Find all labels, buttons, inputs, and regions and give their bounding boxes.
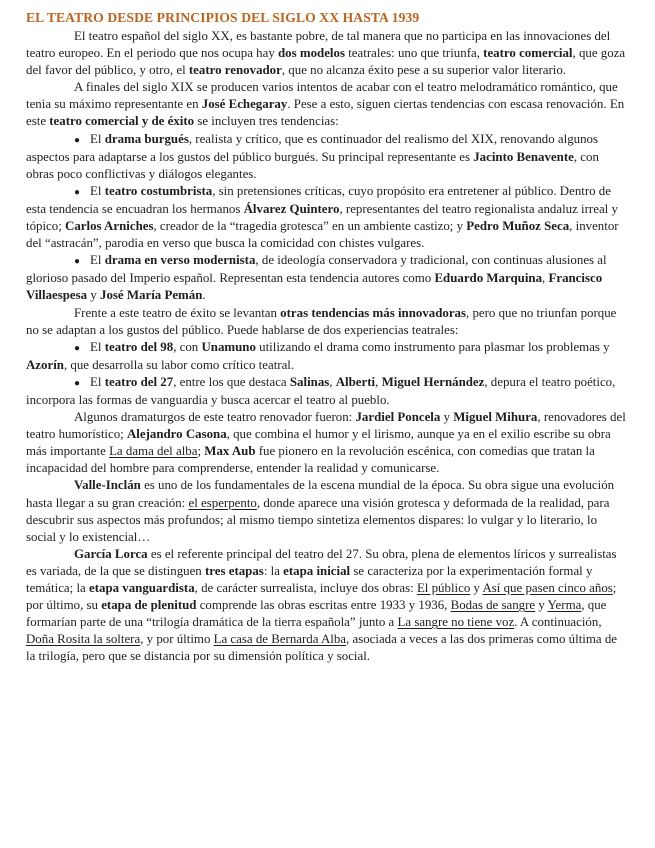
text-run: Algunos dramaturgos de este teatro renovador fueron: [74, 410, 356, 425]
bullet-paragraph [26, 252, 629, 304]
paragraph [26, 546, 629, 666]
bold-term: García Lorca [74, 546, 148, 561]
text-run: , con [173, 339, 202, 354]
text-run: y [535, 598, 548, 613]
text-run: , [542, 271, 549, 286]
text-run: , depura el teatro poético, incorpora las formas de vanguardia y busca acercar el teatro al pueblo. [26, 374, 616, 407]
text-run: y [470, 581, 483, 595]
text-run: El [90, 131, 105, 146]
bold-term: Miguel Hernández [381, 374, 485, 389]
bold-term: teatro renovador [188, 63, 282, 78]
paragraph [26, 305, 629, 339]
bold-term: Max Aub [204, 444, 256, 459]
text-run: , que formarían parte de una “trilogía dramática de la tierra española” junto a [26, 598, 607, 630]
paragraph [26, 28, 629, 79]
text-run: ; [197, 444, 205, 459]
bold-term: etapa vanguardista [89, 581, 195, 595]
document-title: EL TEATRO DESDE PRINCIPIOS DEL SIGLO XX HASTA 1939 [26, 10, 420, 25]
text-run: El [90, 339, 105, 354]
text-run: , asociada a veces a las dos primeras como última de la trilogía, pero que se distancia por su dimensión política y social. [26, 632, 617, 664]
text-run: , que combina el humor y el lirismo, aunque ya en el exilio escribe su obra más importante [26, 427, 611, 459]
bold-term: Pedro Muñoz Seca [466, 219, 570, 234]
bold-term: teatro costumbrista [104, 183, 213, 198]
text-run: utilizando el drama como instrumento para plasmar los problemas y [255, 339, 610, 354]
bold-term: Jardiel Poncela [355, 410, 441, 425]
bullet-icon: ● [74, 256, 81, 268]
work-title: El público [416, 581, 471, 595]
bullet-paragraph [26, 339, 629, 374]
text-run: , [375, 374, 382, 389]
work-title: Así que pasen cinco años [482, 581, 613, 595]
bold-term: teatro del 98 [104, 339, 174, 354]
bold-term: teatro comercial [483, 46, 573, 61]
text-run: , de carácter surrealista, incluye dos obras: [194, 581, 417, 595]
work-title: Doña Rosita la soltera [26, 632, 141, 647]
bold-term: etapa de plenitud [101, 598, 197, 613]
bullet-icon: ● [74, 186, 81, 198]
bold-term: teatro del 27 [104, 374, 174, 389]
bold-term: Francisco Villaespesa [26, 271, 603, 303]
bold-term: Valle-Inclán [74, 478, 141, 493]
work-title: La casa de Bernarda Alba [213, 632, 347, 647]
bullet-paragraph [26, 374, 629, 409]
text-run: ; por último, su [26, 581, 617, 613]
text-run: El [90, 253, 105, 268]
text-run: , realista y crítico, que es continuador del realismo del XIX, renovando algunos aspectos para adaptarse a los gustos del público burgués. Su principal representante es [26, 131, 598, 164]
text-run: , renovadores del teatro humorístico; [26, 410, 626, 442]
paragraph [26, 79, 629, 130]
bold-term: Eduardo Marquina [434, 271, 543, 286]
text-run: El [90, 374, 105, 389]
bold-term: Alejandro Casona [126, 427, 227, 442]
text-run: es uno de los fundamentales de la escena mundial de la época. Su obra sigue una evolución hasta llegar a su gran creación: [26, 478, 615, 510]
text-run: , donde aparece una visión grotesca y deformada de la realidad, para descubrir sus aspectos más profundos; al mismo tiempo sintetiza elementos dispares: lo vulgar y lo literario, lo social y lo existencial… [26, 495, 610, 544]
text-run: . [202, 288, 206, 303]
bold-term: etapa inicial [283, 563, 351, 578]
bold-term: Alberti [335, 374, 376, 389]
text-run: , [329, 374, 336, 389]
text-run: , inventor del “astracán”, parodia en verso que busca la comicidad con chistes vulgares. [26, 219, 619, 251]
text-run: teatrales: uno que triunfa, [344, 46, 484, 61]
text-run: . Pese a esto, siguen ciertas tendencias con escasa renovación. En este [26, 97, 625, 129]
text-run: . A continuación, [514, 615, 602, 630]
bold-term: tres etapas [204, 563, 264, 578]
work-title: La dama del alba [109, 444, 198, 459]
bullet-paragraph [26, 183, 629, 252]
text-run: , que desarrolla su labor como crítico teatral. [63, 357, 295, 372]
text-run: se incluyen tres tendencias: [194, 114, 339, 129]
work-title: Yerma [547, 598, 582, 613]
text-run: A finales del siglo XIX se producen varios intentos de acabar con el teatro melodramático romántico, que tenia su máximo representante en [26, 80, 618, 112]
text-run: , entre los que destaca [173, 374, 290, 389]
bold-term: drama en verso modernista [104, 253, 256, 268]
bold-term: Miguel Mihura [453, 410, 538, 425]
bold-term: Azorín [26, 357, 64, 372]
bold-term: dos modelos [278, 46, 345, 61]
bullet-icon: ● [74, 134, 81, 146]
paragraph [26, 409, 629, 477]
bold-term: otras tendencias más innovadoras [280, 305, 467, 320]
text-run: comprende las obras escritas entre 1933 y 1936, [196, 598, 451, 613]
bold-term: Carlos Arniches [65, 219, 154, 234]
text-run: : la [263, 563, 284, 578]
paragraph [26, 477, 629, 545]
work-title: La sangre no tiene voz [397, 615, 515, 630]
text-run: , que no alcanza éxito pese a su superior valor literario. [281, 63, 567, 78]
bold-term: Jacinto Benavente [473, 149, 574, 164]
document-body [26, 28, 629, 665]
work-title: el esperpento [188, 495, 257, 510]
text-run: , y por último [140, 632, 214, 647]
bold-term: teatro comercial y de éxito [49, 114, 195, 129]
text-run: es el referente principal del teatro del 27. Su obra, plena de elementos líricos y surrealistas es variada, de la que se distinguen [26, 546, 617, 578]
text-run: , con obras poco conflictivas y diálogos elegantes. [26, 149, 599, 181]
text-run: , sin pretensiones críticas, cuyo propósito era entretener al público. Dentro de esta tendencia se encuadran los hermanos [26, 183, 611, 216]
text-run: y [440, 410, 454, 425]
bullet-icon: ● [74, 342, 81, 354]
bold-term: Álvarez Quintero [243, 201, 340, 216]
bold-term: drama burgués [104, 131, 189, 146]
text-run: Frente a este teatro de éxito se levantan [74, 305, 281, 320]
text-run: , pero que no triunfan porque no se adaptan a los gustos del público. Puede hablarse de dos experiencias teatrales: [26, 305, 617, 337]
text-run: , representantes del teatro regionalista andaluz irreal y tópico; [26, 201, 618, 234]
text-run: y [87, 288, 101, 303]
bullet-paragraph [26, 131, 629, 183]
bold-term: José María Pemán [100, 288, 203, 303]
bold-term: Salinas [289, 374, 330, 389]
text-run: , de ideología conservadora y tradicional, con continuas alusiones al glorioso pasado del Imperio español. Representan esta tendencia autores como [26, 253, 607, 286]
bullet-icon: ● [74, 377, 81, 389]
text-run: El [90, 183, 105, 198]
work-title: Bodas de sangre [450, 598, 536, 613]
bold-term: Unamuno [201, 339, 256, 354]
text-run: El teatro español del siglo XX, es bastante pobre, de tal manera que no participa en las innovaciones del teatro europeo. En el periodo que nos ocupa hay [26, 29, 611, 61]
text-run: , que goza del favor del público, y otro, el [26, 46, 626, 78]
text-run: , creador de la “tragedia grotesca” en un ambiente castizo; y [153, 219, 467, 234]
text-run: se caracteriza por la experimentación formal y temática; la [26, 563, 593, 595]
bold-term: José Echegaray [201, 97, 288, 112]
text-run: fue pionero en la revolución escénica, con comedias que tratan la incapacidad del hombre para comprenderse, entender la realidad y comunicarse. [26, 444, 595, 476]
